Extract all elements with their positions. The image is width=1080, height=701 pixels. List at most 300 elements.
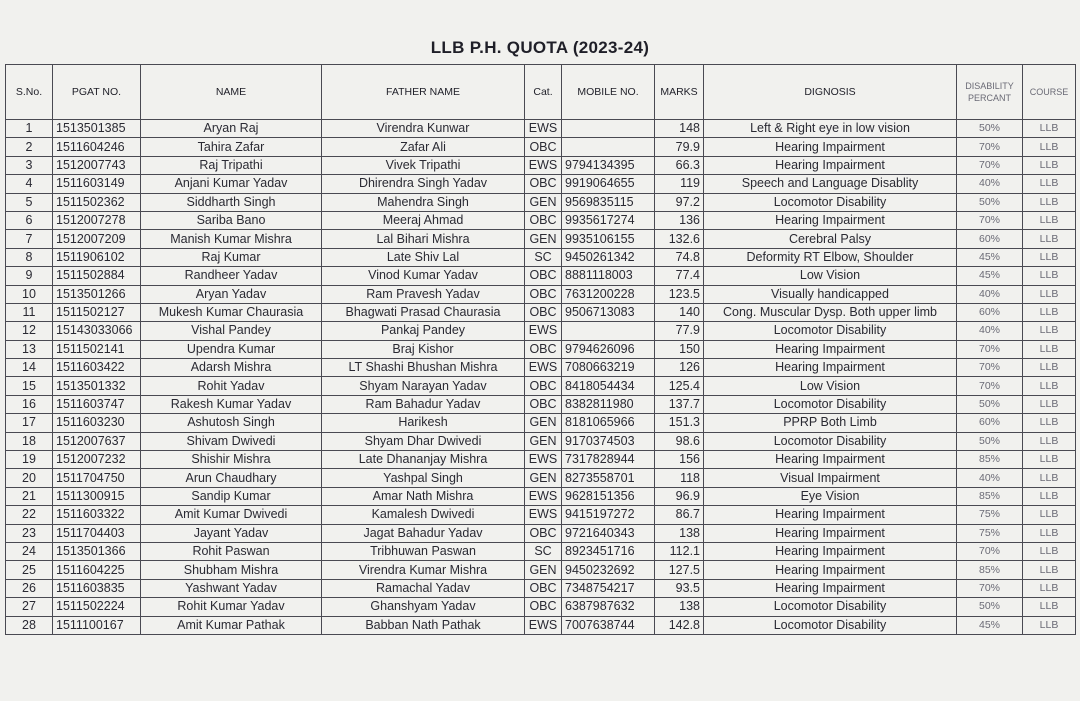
cell-father: Late Dhananjay Mishra (322, 451, 525, 469)
cell-course: LLB (1023, 303, 1076, 321)
table-row (6, 230, 1076, 248)
cell-pgat: 1511603230 (53, 414, 141, 432)
cell-cat: OBC (525, 524, 562, 542)
cell-marks: 136 (655, 211, 704, 229)
cell-marks: 123.5 (655, 285, 704, 303)
cell-sno: 25 (6, 561, 53, 579)
table-row (6, 175, 1076, 193)
cell-father: Bhagwati Prasad Chaurasia (322, 303, 525, 321)
cell-disability-percent: 70% (957, 340, 1023, 358)
cell-father: Dhirendra Singh Yadav (322, 175, 525, 193)
cell-cat: OBC (525, 303, 562, 321)
cell-disability-percent: 60% (957, 414, 1023, 432)
cell-mobile: 7317828944 (562, 451, 655, 469)
cell-course: LLB (1023, 469, 1076, 487)
cell-diagnosis: Cong. Muscular Dysp. Both upper limb (704, 303, 957, 321)
table-row (6, 451, 1076, 469)
cell-diagnosis: Hearing Impairment (704, 524, 957, 542)
cell-marks: 140 (655, 303, 704, 321)
cell-course: LLB (1023, 616, 1076, 634)
cell-marks: 77.9 (655, 322, 704, 340)
cell-disability-percent: 85% (957, 451, 1023, 469)
cell-father: Lal Bihari Mishra (322, 230, 525, 248)
cell-diagnosis: Locomotor Disability (704, 322, 957, 340)
cell-cat: GEN (525, 469, 562, 487)
cell-marks: 119 (655, 175, 704, 193)
cell-mobile: 9935617274 (562, 211, 655, 229)
cell-course: LLB (1023, 120, 1076, 138)
cell-cat: SC (525, 248, 562, 266)
cell-cat: OBC (525, 267, 562, 285)
cell-course: LLB (1023, 598, 1076, 616)
cell-sno: 6 (6, 211, 53, 229)
cell-father: Ram Bahadur Yadav (322, 395, 525, 413)
table-row (6, 285, 1076, 303)
cell-marks: 96.9 (655, 487, 704, 505)
cell-father: Babban Nath Pathak (322, 616, 525, 634)
cell-father: Zafar Ali (322, 138, 525, 156)
cell-marks: 118 (655, 469, 704, 487)
cell-disability-percent: 70% (957, 542, 1023, 560)
cell-diagnosis: Hearing Impairment (704, 156, 957, 174)
cell-father: Pankaj Pandey (322, 322, 525, 340)
col-header-pgat: PGAT NO. (53, 65, 141, 120)
cell-sno: 3 (6, 156, 53, 174)
cell-cat: OBC (525, 598, 562, 616)
table-row (6, 322, 1076, 340)
header-row (6, 65, 1076, 120)
cell-mobile: 9450232692 (562, 561, 655, 579)
cell-pgat: 1511502884 (53, 267, 141, 285)
cell-pgat: 1512007232 (53, 451, 141, 469)
cell-marks: 66.3 (655, 156, 704, 174)
table-row (6, 469, 1076, 487)
cell-marks: 79.9 (655, 138, 704, 156)
cell-pgat: 1511502127 (53, 303, 141, 321)
cell-mobile (562, 322, 655, 340)
cell-name: Ashutosh Singh (141, 414, 322, 432)
cell-name: Rohit Paswan (141, 542, 322, 560)
cell-course: LLB (1023, 414, 1076, 432)
cell-name: Siddharth Singh (141, 193, 322, 211)
cell-diagnosis: Hearing Impairment (704, 579, 957, 597)
cell-pgat: 1511603149 (53, 175, 141, 193)
cell-cat: OBC (525, 579, 562, 597)
cell-father: Ghanshyam Yadav (322, 598, 525, 616)
cell-pgat: 1511603835 (53, 579, 141, 597)
quota-table (5, 64, 1076, 635)
cell-diagnosis: Locomotor Disability (704, 598, 957, 616)
cell-sno: 11 (6, 303, 53, 321)
cell-name: Rohit Kumar Yadav (141, 598, 322, 616)
cell-diagnosis: Locomotor Disability (704, 395, 957, 413)
cell-mobile: 8418054434 (562, 377, 655, 395)
col-header-disability: DISABILITY PERCANT (957, 65, 1023, 120)
cell-marks: 126 (655, 359, 704, 377)
cell-sno: 27 (6, 598, 53, 616)
table-row (6, 542, 1076, 560)
cell-cat: EWS (525, 120, 562, 138)
cell-disability-percent: 85% (957, 561, 1023, 579)
cell-course: LLB (1023, 524, 1076, 542)
cell-sno: 28 (6, 616, 53, 634)
cell-disability-percent: 75% (957, 506, 1023, 524)
cell-cat: OBC (525, 138, 562, 156)
cell-mobile: 9919064655 (562, 175, 655, 193)
cell-cat: EWS (525, 487, 562, 505)
cell-cat: EWS (525, 451, 562, 469)
cell-pgat: 1512007209 (53, 230, 141, 248)
cell-pgat: 1511603322 (53, 506, 141, 524)
cell-name: Sariba Bano (141, 211, 322, 229)
cell-course: LLB (1023, 193, 1076, 211)
col-header-cat: Cat. (525, 65, 562, 120)
cell-name: Shubham Mishra (141, 561, 322, 579)
cell-diagnosis: Hearing Impairment (704, 506, 957, 524)
cell-mobile: 8181065966 (562, 414, 655, 432)
cell-father: Meeraj Ahmad (322, 211, 525, 229)
cell-father: LT Shashi Bhushan Mishra (322, 359, 525, 377)
cell-pgat: 1513501266 (53, 285, 141, 303)
cell-disability-percent: 40% (957, 469, 1023, 487)
cell-name: Aryan Raj (141, 120, 322, 138)
cell-marks: 148 (655, 120, 704, 138)
cell-disability-percent: 70% (957, 377, 1023, 395)
cell-father: Ram Pravesh Yadav (322, 285, 525, 303)
cell-disability-percent: 70% (957, 359, 1023, 377)
cell-marks: 93.5 (655, 579, 704, 597)
cell-father: Virendra Kumar Mishra (322, 561, 525, 579)
cell-cat: GEN (525, 561, 562, 579)
cell-cat: EWS (525, 506, 562, 524)
cell-name: Manish Kumar Mishra (141, 230, 322, 248)
cell-marks: 97.2 (655, 193, 704, 211)
cell-course: LLB (1023, 175, 1076, 193)
cell-sno: 7 (6, 230, 53, 248)
cell-mobile: 8273558701 (562, 469, 655, 487)
cell-cat: GEN (525, 414, 562, 432)
cell-sno: 17 (6, 414, 53, 432)
table-row (6, 303, 1076, 321)
table-row (6, 138, 1076, 156)
cell-course: LLB (1023, 230, 1076, 248)
cell-name: Rakesh Kumar Yadav (141, 395, 322, 413)
cell-diagnosis: Hearing Impairment (704, 138, 957, 156)
cell-name: Vishal Pandey (141, 322, 322, 340)
cell-name: Raj Kumar (141, 248, 322, 266)
table-row (6, 156, 1076, 174)
cell-sno: 21 (6, 487, 53, 505)
cell-mobile: 8881118003 (562, 267, 655, 285)
cell-sno: 4 (6, 175, 53, 193)
cell-sno: 10 (6, 285, 53, 303)
cell-diagnosis: Low Vision (704, 377, 957, 395)
cell-marks: 138 (655, 524, 704, 542)
table-row (6, 120, 1076, 138)
cell-diagnosis: Hearing Impairment (704, 542, 957, 560)
cell-course: LLB (1023, 542, 1076, 560)
cell-cat: OBC (525, 340, 562, 358)
cell-cat: GEN (525, 432, 562, 450)
cell-diagnosis: Hearing Impairment (704, 561, 957, 579)
cell-father: Virendra Kunwar (322, 120, 525, 138)
cell-diagnosis: Hearing Impairment (704, 340, 957, 358)
cell-mobile: 7631200228 (562, 285, 655, 303)
cell-name: Aryan Yadav (141, 285, 322, 303)
cell-marks: 74.8 (655, 248, 704, 266)
cell-disability-percent: 70% (957, 211, 1023, 229)
cell-marks: 127.5 (655, 561, 704, 579)
table-row (6, 506, 1076, 524)
table-row (6, 579, 1076, 597)
table-row (6, 561, 1076, 579)
cell-diagnosis: Visually handicapped (704, 285, 957, 303)
cell-pgat: 1511300915 (53, 487, 141, 505)
cell-pgat: 1513501366 (53, 542, 141, 560)
cell-father: Vivek Tripathi (322, 156, 525, 174)
cell-pgat: 1511704403 (53, 524, 141, 542)
cell-disability-percent: 50% (957, 120, 1023, 138)
table-row (6, 616, 1076, 634)
cell-sno: 18 (6, 432, 53, 450)
cell-father: Shyam Narayan Yadav (322, 377, 525, 395)
cell-sno: 22 (6, 506, 53, 524)
cell-course: LLB (1023, 377, 1076, 395)
col-header-diagnosis: DIGNOSIS (704, 65, 957, 120)
cell-course: LLB (1023, 340, 1076, 358)
cell-cat: GEN (525, 230, 562, 248)
cell-cat: GEN (525, 193, 562, 211)
cell-sno: 12 (6, 322, 53, 340)
cell-mobile: 6387987632 (562, 598, 655, 616)
cell-disability-percent: 40% (957, 322, 1023, 340)
cell-disability-percent: 40% (957, 285, 1023, 303)
cell-mobile: 7007638744 (562, 616, 655, 634)
cell-sno: 13 (6, 340, 53, 358)
cell-diagnosis: Low Vision (704, 267, 957, 285)
cell-cat: OBC (525, 285, 562, 303)
cell-name: Amit Kumar Dwivedi (141, 506, 322, 524)
cell-course: LLB (1023, 432, 1076, 450)
cell-marks: 138 (655, 598, 704, 616)
cell-mobile: 7080663219 (562, 359, 655, 377)
cell-diagnosis: Locomotor Disability (704, 193, 957, 211)
col-header-father: FATHER NAME (322, 65, 525, 120)
cell-marks: 77.4 (655, 267, 704, 285)
cell-mobile: 9506713083 (562, 303, 655, 321)
cell-sno: 2 (6, 138, 53, 156)
cell-mobile: 9170374503 (562, 432, 655, 450)
cell-course: LLB (1023, 506, 1076, 524)
cell-disability-percent: 70% (957, 138, 1023, 156)
cell-course: LLB (1023, 285, 1076, 303)
cell-course: LLB (1023, 579, 1076, 597)
cell-sno: 5 (6, 193, 53, 211)
cell-pgat: 1511603422 (53, 359, 141, 377)
col-header-sno: S.No. (6, 65, 53, 120)
cell-father: Tribhuwan Paswan (322, 542, 525, 560)
cell-mobile: 9794134395 (562, 156, 655, 174)
cell-disability-percent: 70% (957, 579, 1023, 597)
cell-diagnosis: Deformity RT Elbow, Shoulder (704, 248, 957, 266)
table-row (6, 248, 1076, 266)
cell-father: Jagat Bahadur Yadav (322, 524, 525, 542)
cell-course: LLB (1023, 138, 1076, 156)
cell-marks: 142.8 (655, 616, 704, 634)
col-header-name: NAME (141, 65, 322, 120)
cell-pgat: 1511604225 (53, 561, 141, 579)
cell-disability-percent: 50% (957, 432, 1023, 450)
cell-sno: 9 (6, 267, 53, 285)
cell-cat: EWS (525, 616, 562, 634)
cell-mobile: 9628151356 (562, 487, 655, 505)
cell-disability-percent: 45% (957, 248, 1023, 266)
cell-marks: 151.3 (655, 414, 704, 432)
cell-name: Shivam Dwivedi (141, 432, 322, 450)
cell-mobile: 8923451716 (562, 542, 655, 560)
cell-pgat: 15143033066 (53, 322, 141, 340)
cell-marks: 150 (655, 340, 704, 358)
cell-pgat: 1513501385 (53, 120, 141, 138)
cell-marks: 112.1 (655, 542, 704, 560)
cell-pgat: 1513501332 (53, 377, 141, 395)
cell-disability-percent: 50% (957, 395, 1023, 413)
cell-father: Vinod Kumar Yadav (322, 267, 525, 285)
cell-cat: SC (525, 542, 562, 560)
cell-diagnosis: Speech and Language Disablity (704, 175, 957, 193)
table-row (6, 377, 1076, 395)
cell-pgat: 1512007743 (53, 156, 141, 174)
cell-disability-percent: 60% (957, 230, 1023, 248)
table-row (6, 193, 1076, 211)
cell-marks: 98.6 (655, 432, 704, 450)
cell-cat: EWS (525, 156, 562, 174)
cell-disability-percent: 50% (957, 598, 1023, 616)
cell-father: Yashpal Singh (322, 469, 525, 487)
cell-cat: OBC (525, 395, 562, 413)
cell-diagnosis: PPRP Both Limb (704, 414, 957, 432)
cell-sno: 19 (6, 451, 53, 469)
cell-name: Adarsh Mishra (141, 359, 322, 377)
cell-diagnosis: Locomotor Disability (704, 432, 957, 450)
cell-disability-percent: 40% (957, 175, 1023, 193)
cell-name: Yashwant Yadav (141, 579, 322, 597)
cell-name: Mukesh Kumar Chaurasia (141, 303, 322, 321)
cell-diagnosis: Locomotor Disability (704, 616, 957, 634)
cell-course: LLB (1023, 156, 1076, 174)
cell-name: Rohit Yadav (141, 377, 322, 395)
cell-mobile: 9794626096 (562, 340, 655, 358)
cell-diagnosis: Hearing Impairment (704, 451, 957, 469)
cell-disability-percent: 50% (957, 193, 1023, 211)
cell-name: Upendra Kumar (141, 340, 322, 358)
table-row (6, 359, 1076, 377)
cell-name: Amit Kumar Pathak (141, 616, 322, 634)
cell-name: Jayant Yadav (141, 524, 322, 542)
cell-father: Braj Kishor (322, 340, 525, 358)
cell-mobile (562, 120, 655, 138)
table-row (6, 267, 1076, 285)
cell-name: Arun Chaudhary (141, 469, 322, 487)
cell-cat: EWS (525, 322, 562, 340)
cell-name: Randheer Yadav (141, 267, 322, 285)
cell-sno: 24 (6, 542, 53, 560)
cell-father: Ramachal Yadav (322, 579, 525, 597)
cell-diagnosis: Cerebral Palsy (704, 230, 957, 248)
cell-sno: 14 (6, 359, 53, 377)
cell-disability-percent: 70% (957, 156, 1023, 174)
cell-cat: OBC (525, 175, 562, 193)
cell-course: LLB (1023, 561, 1076, 579)
cell-mobile: 7348754217 (562, 579, 655, 597)
table-row (6, 524, 1076, 542)
cell-father: Shyam Dhar Dwivedi (322, 432, 525, 450)
table-row (6, 598, 1076, 616)
cell-course: LLB (1023, 487, 1076, 505)
cell-sno: 20 (6, 469, 53, 487)
col-header-course: COURSE (1023, 65, 1076, 120)
cell-mobile: 9569835115 (562, 193, 655, 211)
cell-course: LLB (1023, 322, 1076, 340)
cell-pgat: 1511502362 (53, 193, 141, 211)
cell-name: Shishir Mishra (141, 451, 322, 469)
cell-pgat: 1511100167 (53, 616, 141, 634)
cell-father: Harikesh (322, 414, 525, 432)
cell-pgat: 1511603747 (53, 395, 141, 413)
table-row (6, 487, 1076, 505)
cell-mobile: 9935106155 (562, 230, 655, 248)
cell-cat: OBC (525, 211, 562, 229)
cell-pgat: 1512007637 (53, 432, 141, 450)
cell-course: LLB (1023, 267, 1076, 285)
cell-pgat: 1512007278 (53, 211, 141, 229)
cell-name: Tahira Zafar (141, 138, 322, 156)
cell-cat: EWS (525, 359, 562, 377)
cell-mobile: 8382811980 (562, 395, 655, 413)
cell-disability-percent: 75% (957, 524, 1023, 542)
cell-marks: 132.6 (655, 230, 704, 248)
cell-father: Mahendra Singh (322, 193, 525, 211)
cell-diagnosis: Hearing Impairment (704, 359, 957, 377)
cell-father: Late Shiv Lal (322, 248, 525, 266)
cell-name: Sandip Kumar (141, 487, 322, 505)
cell-marks: 125.4 (655, 377, 704, 395)
cell-pgat: 1511502141 (53, 340, 141, 358)
cell-pgat: 1511502224 (53, 598, 141, 616)
table-row (6, 340, 1076, 358)
cell-sno: 23 (6, 524, 53, 542)
cell-course: LLB (1023, 211, 1076, 229)
cell-father: Amar Nath Mishra (322, 487, 525, 505)
cell-name: Raj Tripathi (141, 156, 322, 174)
cell-marks: 137.7 (655, 395, 704, 413)
cell-mobile: 9721640343 (562, 524, 655, 542)
col-header-marks: MARKS (655, 65, 704, 120)
cell-marks: 156 (655, 451, 704, 469)
cell-course: LLB (1023, 395, 1076, 413)
cell-sno: 8 (6, 248, 53, 266)
cell-course: LLB (1023, 451, 1076, 469)
cell-name: Anjani Kumar Yadav (141, 175, 322, 193)
cell-pgat: 1511604246 (53, 138, 141, 156)
cell-mobile: 9450261342 (562, 248, 655, 266)
table-row (6, 395, 1076, 413)
table-row (6, 432, 1076, 450)
cell-diagnosis: Visual Impairment (704, 469, 957, 487)
cell-sno: 15 (6, 377, 53, 395)
cell-mobile: 9415197272 (562, 506, 655, 524)
cell-disability-percent: 45% (957, 267, 1023, 285)
